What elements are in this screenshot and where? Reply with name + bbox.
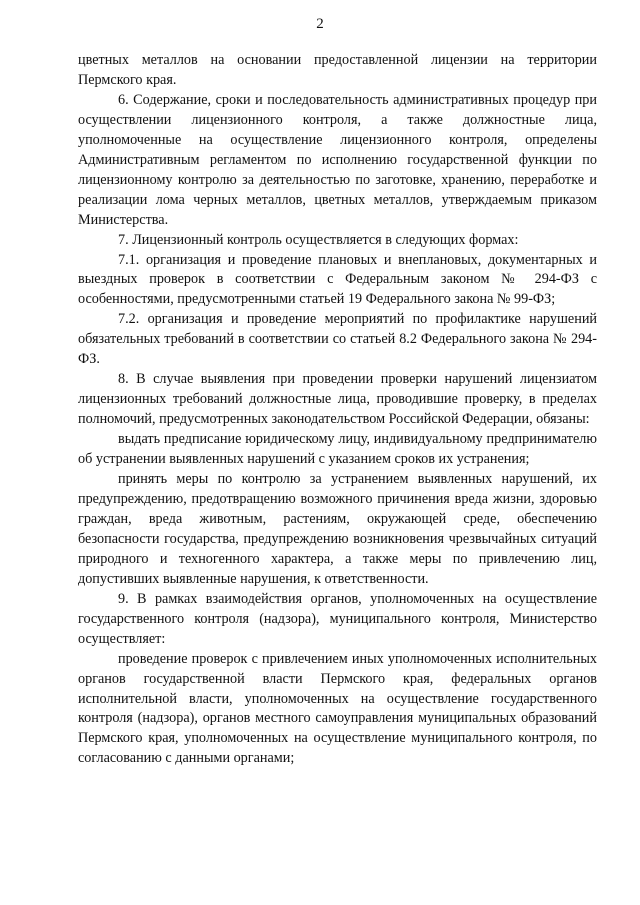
paragraph-continuation: цветных металлов на основании предоставленной лицензии на территории Пермского края. [78,52,597,88]
paragraph-item-7-1: 7.1. организация и проведение плановых и внеплановых, документарных и выездных проверок в соответствии с Федеральным законом № 294-ФЗ с особенностями, предусмотренными статьей 19 Федерального закона № 99-ФЗ; [78,251,597,308]
document-body [78,51,597,769]
paragraph-item-9: 9. В рамках взаимодействия органов, уполномоченных на осуществление государственного контроля (надзора), муниципального контроля, Министерство осуществляет: [78,590,597,647]
paragraph-item-6: 6. Содержание, сроки и последовательность административных процедур при осуществлении лицензионного контроля, а также должностные лица, уполномоченные на осуществление лицензионного контроля, определены Административным регламентом по исполнению государственной функции по лицензионному контролю за деятельностью по заготовке, хранению, переработке и реализации лома черных металлов, цветных металлов, утверждаемым приказом Министерства. [78,91,597,228]
paragraph-item-9-inspections: проведение проверок с привлечением иных уполномоченных исполнительных органов государственной власти Пермского края, федеральных органов исполнительной власти, уполномоченных на осуществление государственного контроля (надзора), органов местного самоуправления муниципальных образований Пермского края, уполномоченных на осуществление муниципального контроля, по согласованию с данными органами; [78,650,597,767]
paragraph-item-8-take-measures: принять меры по контролю за устранением выявленных нарушений, их предупреждению, предотвращению возможного причинения вреда жизни, здоровью граждан, вреда животным, растениям, окружающей среде, обеспечению безопасности государства, предупреждению возникновения чрезвычайных ситуаций природного и техногенного характера, а также меры по привлечению лиц, допустивших выявленные нарушения, к ответственности. [78,471,597,587]
paragraph-item-7: 7. Лицензионный контроль осуществляется в следующих формах: [118,231,519,248]
paragraph-item-7-2: 7.2. организация и проведение мероприятий по профилактике нарушений обязательных требований в соответствии со статьей 8.2 Федерального закона № 294-ФЗ. [78,311,597,368]
page-number: 2 [316,16,324,32]
paragraph-item-8: 8. В случае выявления при проведении проверки нарушений лицензиатом лицензионных требований должностные лица, проводившие проверку, в пределах полномочий, предусмотренных законодательством Российской Федерации, обязаны: [78,371,597,428]
paragraph-item-8-issue-order: выдать предписание юридическому лицу, индивидуальному предпринимателю об устранении выявленных нарушений с указанием сроков их устранения; [78,431,597,468]
